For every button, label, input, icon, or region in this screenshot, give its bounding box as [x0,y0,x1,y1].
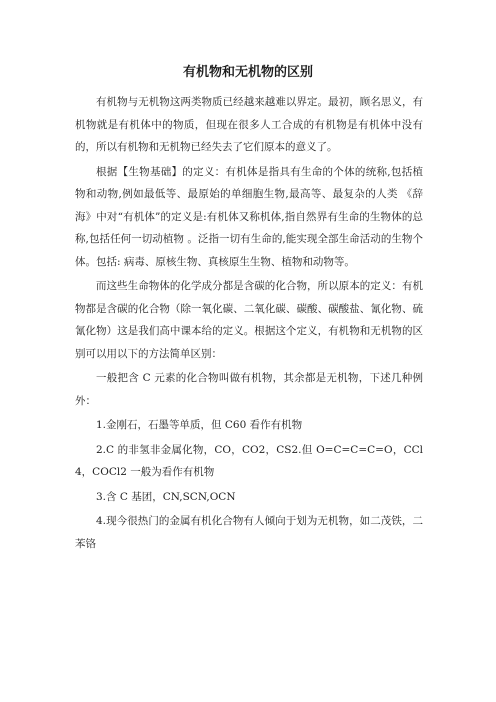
paragraph-intro: 有机物与无机物这两类物质已经越来越难以界定。最初，顾名思义，有机物就是有机体中的物质，但现在很多人工合成的有机物是有机体中没有的，所以有机物和无机物已经失去了它们原本的意义了。 [75,96,423,153]
list-item-4: 4.现今很热门的金属有机化合物有人倾向于划为无机物，如二茂铁，二苯铬 [75,515,423,550]
paragraph-chemical-composition: 而这些生命物体的化学成分都是含碳的化合物，所以原本的定义：有机物都是含碳的化合物（除一氧化碳、二氧化碳、碳酸、碳酸盐、氰化物、硫氰化物）这是我们高中课本给的定义。根据这个定义，有机物和无机物的区别可以用以下的方法简单区别： [75,280,423,360]
document-body [75,91,423,557]
paragraph-exceptions-intro: 一般把含 C 元素的化合物叫做有机物，其余都是无机物，下述几种例外： [75,372,423,407]
paragraph-definition: 根据【生物基础】的定义：有机体是指具有生命的个体的统称,包括植物和动物,例如最低等、最原始的单细胞生物,最高等、最复杂的人类 《辞海》中对“有机体”的定义是:有机体又称机体,指自然界有生命的生物体的总称,包括任何一切动植物 。泛指一切有生命的,能实现全部生命活动的生物个体。包括: 病毒、原核生物、真核原生生物、植物和动物等。 [75,165,423,268]
list-item-2: 2.C 的非氢非金属化物，CO，CO2，CS2.但 O=C=C=C=O，CCl4，COCl2 一般为看作有机物 [75,443,423,478]
document-title: 有机物和无机物的区别 [182,65,313,80]
list-item-3: 3.含 C 基团，CN,SCN,OCN [96,490,236,503]
list-item-1: 1.金刚石，石墨等单质，但 C60 看作有机物 [96,419,303,431]
